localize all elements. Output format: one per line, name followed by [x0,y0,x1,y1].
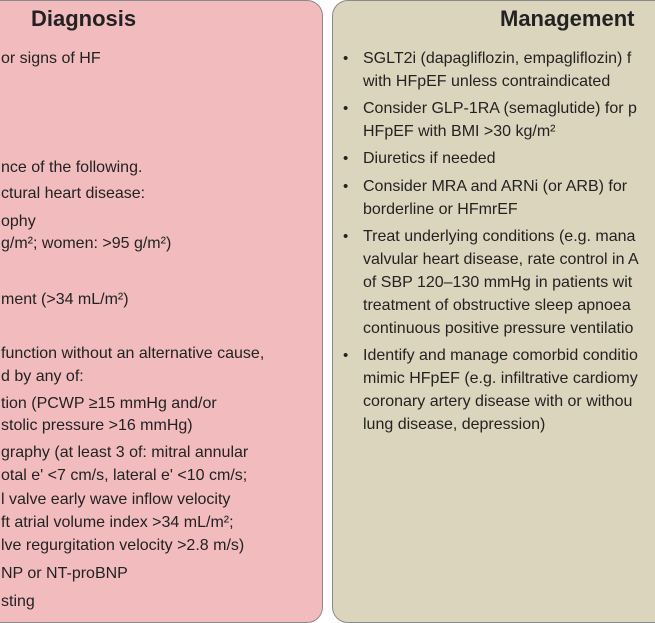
management-item-line: with HFpEF unless contraindicated [363,73,611,90]
management-item-line: valvular heart disease, rate control in A [363,251,639,268]
management-title: Management [500,6,635,31]
management-item-line: coronary artery disease with or withou [363,393,633,410]
management-item-line: Treat underlying conditions (e.g. mana [363,228,636,245]
diagnosis-line: ophy [1,213,36,230]
diagnosis-line: ft atrial volume index >34 mL/m²; [1,514,234,531]
management-item-line: continuous positive pressure ventilatio [363,320,634,337]
management-item-line: Diuretics if needed [363,150,496,167]
bullet-icon: • [343,50,349,67]
diagnosis-line: stolic pressure >16 mmHg) [1,417,193,434]
management-item-line: borderline or HFmrEF [363,201,518,218]
bullet-icon: • [343,100,349,117]
diagnosis-line: or signs of HF [1,50,101,67]
diagnosis-panel [0,0,323,623]
bullet-icon: • [343,347,349,364]
diagnosis-line: function without an alternative cause, [1,345,265,362]
management-item-line: Consider GLP-1RA (semaglutide) for p [363,100,637,117]
diagnosis-line: graphy (at least 3 of: mitral annular [1,444,249,461]
diagnosis-line: d by any of: [1,368,84,385]
diagnosis-line: nce of the following. [1,159,143,176]
diagnosis-line: ment (>34 mL/m²) [1,291,129,308]
management-item-line: lung disease, depression) [363,416,546,433]
diagnosis-line: g/m²; women: >95 g/m²) [1,235,172,252]
diagnosis-line: tion (PCWP ≥15 mmHg and/or [1,395,217,412]
diagnosis-line: lve regurgitation velocity >2.8 m/s) [1,537,245,554]
diagnosis-line: NP or NT-proBNP [1,565,128,582]
bullet-icon: • [343,150,349,167]
management-item-line: mimic HFpEF (e.g. infiltrative cardiomy [363,370,638,387]
bullet-icon: • [343,178,349,195]
bullet-icon: • [343,228,349,245]
diagnosis-line: otal e' <7 cm/s, lateral e' <10 cm/s; [1,467,248,484]
management-item-line: Identify and manage comorbid conditio [363,347,638,364]
management-panel [332,0,655,623]
management-item-line: treatment of obstructive sleep apnoea [363,297,631,314]
management-item-line: of SBP 120–130 mmHg in patients wit [363,274,633,291]
diagnosis-line: ctural heart disease: [1,185,146,202]
management-item-line: Consider MRA and ARNi (or ARB) for [363,178,628,195]
diagnosis-line: sting [1,593,35,610]
diagnosis-title: Diagnosis [31,6,137,31]
management-item-line: SGLT2i (dapagliflozin, empagliflozin) f [363,50,632,67]
diagnosis-line: l valve early wave inflow velocity [1,491,231,508]
management-item-line: HFpEF with BMI >30 kg/m² [363,123,556,140]
